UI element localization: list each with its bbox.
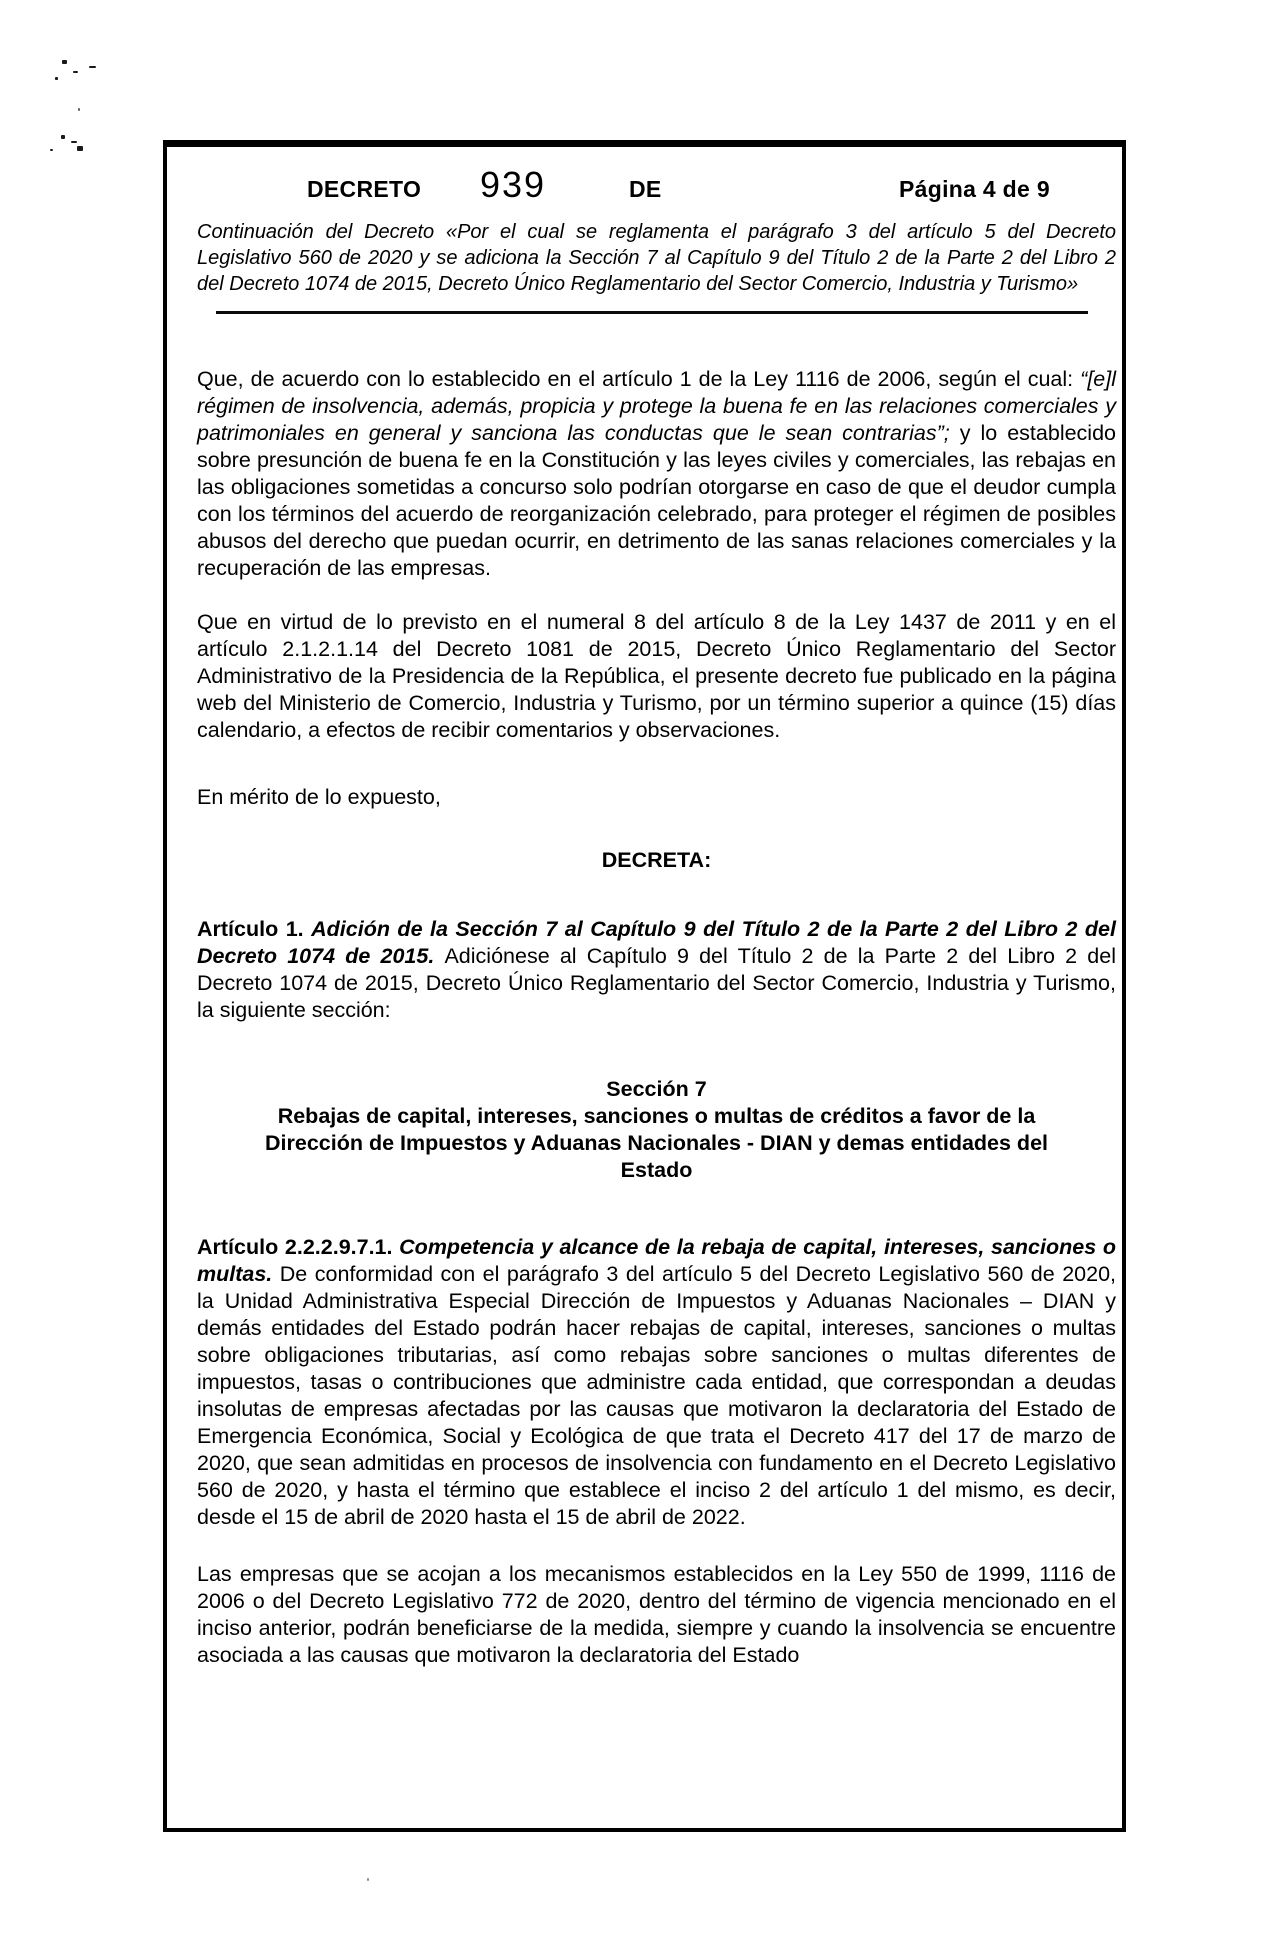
decree-page <box>163 140 1126 1832</box>
recital-1-quoted-text: “[e]l régimen de insolvencia, además, propicia y protege la buena fe en las relaciones comerciales y patrimoniales en general y sanciona las conductas que le sean contrarias”; <box>197 367 1116 445</box>
recital-1-text-rest: y lo establecido sobre presunción de buena fe en la Constitución y las leyes civiles y comerciales, las rebajas en las obligaciones sometidas a concurso solo podrían otorgarse en caso de que el deudor cumpla con los términos del acuerdo de reorganización celebrado, para proteger el régimen de posibles abusos del derecho que puedan ocurrir, en detrimento de las sanas relaciones comerciales y la recuperación de las empresas. <box>197 421 1116 580</box>
articulo-1-body-text: Adiciónese al Capítulo 9 del Título 2 de la Parte 2 del Libro 2 del Decreto 1074 de 2015, Decreto Único Reglamentario del Sector Comercio, Industria y Turismo, la siguiente sección: <box>197 944 1116 1022</box>
scan-speckle <box>78 108 80 111</box>
articulo-2229-body-text: De conformidad con el parágrafo 3 del artículo 5 del Decreto Legislativo 560 de 2020, la Unidad Administrativa Especial Dirección de Impuestos y Aduanas Nacionales – DIAN y demás entidades del Estado podrán hacer rebajas de capital, intereses, sanciones o multas sobre obligaciones tributarias, así como rebajas sobre sanciones o multas diferentes de impuestos, tasas o contribuciones que administre cada entidad, que correspondan a deudas insolutas de empresas afectadas por las causas que motivaron la declaratoria del Estado de Emergencia Económica, Social y Ecológica de que trata el Decreto 417 del 17 de marzo de 2020, que sean admitidas en procesos de insolvencia con fundamento en el Decreto Legislativo 560 de 2020, y hasta el término que establece el inciso 2 del artículo 1 del mismo, es decir, desde el 15 de abril de 2020 hasta el 15 de abril de 2022. <box>197 1262 1117 1529</box>
articulo-1-paragraph <box>197 916 1116 1024</box>
seccion-7-subtitle-line3: Estado <box>620 1158 693 1182</box>
scan-speckle <box>50 149 53 151</box>
scan-speckle <box>71 141 77 143</box>
articulo-2229-second-paragraph: Las empresas que se acojan a los mecanismos establecidos en la Ley 550 de 1999, 1116 de 2006 o del Decreto Legislativo 772 de 2020, dentro del término de vigencia mencionado en el inciso anterior, podrán beneficiarse de la medida, siempre y cuando la insolvencia se encuentre asociada a las causas que motivaron la declaratoria del Estado <box>197 1562 1116 1667</box>
de-label: DE <box>629 176 662 202</box>
articulo-2229-label: Artículo 2.2.2.9.7.1. <box>197 1235 400 1259</box>
articulo-2229-paragraph <box>197 1234 1116 1531</box>
decree-number: 939 <box>480 164 547 205</box>
scan-speckle <box>62 60 67 64</box>
recital-paragraph-2: Que en virtud de lo previsto en el numeral 8 del artículo 8 de la Ley 1437 de 2011 y en el artículo 2.1.2.1.14 del Decreto 1081 de 2015, Decreto Único Reglamentario del Sector Administrativo de la Presidencia de la República, el presente decreto fue publicado en la página web del Ministerio de Comercio, Industria y Turismo, por un término superior a quince (15) días calendario, a efectos de recibir comentarios y observaciones. <box>197 610 1116 742</box>
seccion-7-title: Sección 7 <box>606 1077 707 1101</box>
continuation-note: Continuación del Decreto «Por el cual se reglamenta el parágrafo 3 del artículo 5 del Decreto Legislativo 560 de 2020 y se adiciona la Sección 7 al Capítulo 9 del Título 2 de la Parte 2 del Libro 2 del Decreto 1074 de 2015, Decreto Único Reglamentario del Sector Comercio, Industria y Turismo» <box>197 221 1116 295</box>
merito-paragraph: En mérito de lo expuesto, <box>197 785 441 809</box>
page-indicator: Página 4 de 9 <box>899 176 1050 202</box>
recital-paragraph-1 <box>197 366 1116 582</box>
seccion-7-subtitle-line2: Dirección de Impuestos y Aduanas Nacionales - DIAN y demas entidades del <box>265 1131 1048 1155</box>
articulo-1-title: Adición de la Sección 7 al Capítulo 9 del Título 2 de la Parte 2 del Libro 2 del Decreto 1074 de 2015. <box>197 917 1116 968</box>
decreta-heading: DECRETA: <box>601 848 712 872</box>
scan-speckle <box>73 71 78 73</box>
scan-speckle <box>55 77 58 80</box>
articulo-1-label: Artículo 1. <box>197 917 312 941</box>
scan-speckle <box>89 66 96 68</box>
scan-speckle <box>61 135 65 139</box>
scan-speckle <box>77 146 83 151</box>
scan-speckle <box>367 1878 369 1881</box>
seccion-7-subtitle-line1: Rebajas de capital, intereses, sanciones o multas de créditos a favor de la <box>277 1104 1036 1128</box>
seccion-7-heading <box>197 1076 1116 1184</box>
articulo-2229-title: Competencia y alcance de la rebaja de capital, intereses, sanciones o multas. <box>197 1235 1116 1286</box>
recital-1-text-lead: Que, de acuerdo con lo establecido en el artículo 1 de la Ley 1116 de 2006, según el cual: <box>197 367 1081 391</box>
decree-header <box>167 163 1122 203</box>
decreto-label: DECRETO <box>307 176 422 202</box>
decree-body <box>197 366 1116 1669</box>
header-separator-line <box>216 311 1088 314</box>
